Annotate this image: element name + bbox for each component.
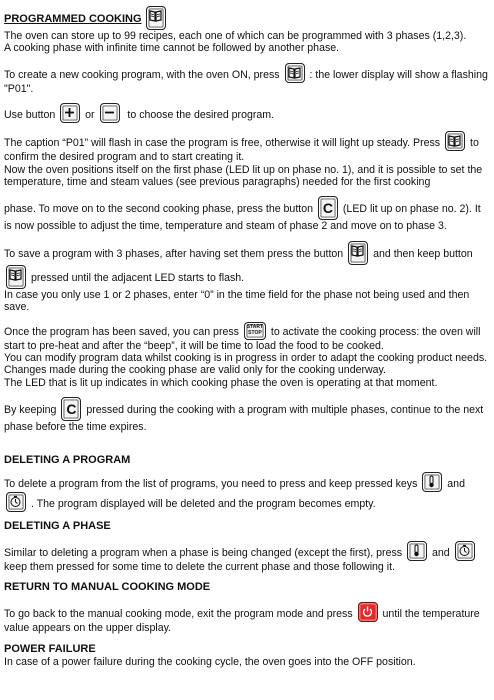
program-book-icon [348,241,368,265]
once-text-a: Once the program has been saved, you can press [4,325,239,338]
manual-page [4,6,491,668]
save-text-d: pressed until the adjacent LED starts to flash. [30,271,245,284]
delete-phase-and: and [431,546,450,559]
program-book-icon [6,265,26,289]
once-text-b: to activate the cooking process: the oven will start to pre-heat and after the “beep”, it will be time to load the food to be cooked. [4,325,481,352]
manual-title: RETURN TO MANUAL COOKING MODE [4,581,211,594]
save-text-c: button [443,247,473,260]
led-text: The LED that is lit up indicates in which cooking phase the oven is operating at that moment. [4,376,438,389]
power-title: POWER FAILURE [4,642,96,655]
save-text-b: and then keep [373,247,441,260]
create-text-a: To create a new cooking program, with the oven ON, press [4,68,280,81]
save-paragraph [4,241,491,289]
delete-phase-text-b: keep them pressed for some time to delete the current phase and those following it. [4,560,396,573]
c-letter: C [322,200,334,217]
keeping-text-a: By keeping [4,404,57,417]
programmed-title-row [4,6,491,30]
manual-text-a: To go back to the manual cooking mode, exit the program mode and press [4,608,353,621]
modify-text: You can modify program data whilst cooking is in progress in order to adapt the cooking product needs. [4,352,488,365]
delete-program-title: DELETING A PROGRAM [4,453,131,466]
once-paragraph [4,322,491,352]
thermometer-icon [422,472,442,492]
manual-paragraph [4,602,491,634]
move-text-a: phase. To move on to the second cooking phase, press the button [4,203,313,216]
c-phase-icon [61,397,81,421]
intro-text-2: A cooking phase with infinite time cannot be followed by another phase. [4,42,340,55]
keeping-text-b: pressed during the cooking with a program with multiple phases, continue to the next phase before the time expires. [4,404,484,434]
move-paragraph [4,196,491,232]
delete-phase-text-a: Similar to deleting a program when a phase is being changed (except the first), press [4,546,403,559]
program-book-icon [445,131,465,151]
create-text-b: : the lower display will show a flashing "P01". [4,68,488,95]
caption-paragraph [4,131,491,163]
intro-text-1: The oven can store up to 99 recipes, each one of which can be programmed with 3 phases (1,2,3). [4,30,467,42]
power-text: In case of a power failure during the cooking cycle, the oven goes into the OFF position. [4,655,416,668]
move-text-b: (LED lit up on phase no. 2). It is now possible to adjust the time, temperature and steam of phase 2 and move on to phase 3. [4,203,481,233]
use-paragraph [4,103,491,123]
plus-icon [60,103,80,123]
delete-program-and: and [447,477,465,490]
delete-phase-paragraph [4,541,491,573]
timer-icon [6,492,26,512]
phase-text: Now the oven positions itself on the first phase (LED lit up on phase no. 1), and it is possible to set the temperature, time and steam values (see previous paragraphs) needed for the first cooking [4,163,483,189]
use-text-a: Use button [4,109,56,122]
thermometer-icon [407,541,427,561]
start-stop-icon [244,322,266,340]
keeping-paragraph [4,397,491,433]
use-text-b: to choose the desired program. [127,109,275,122]
start-label: START [246,323,264,330]
programmed-title: PROGRAMMED COOKING [4,13,142,25]
save-text-e: In case you only use 1 or 2 phases, enter “0” in the time field for the phase not being used and then save. [4,288,470,314]
c-phase-icon [318,196,338,220]
create-paragraph [4,63,491,95]
use-or-text: or [85,109,95,122]
delete-program-text-a: To delete a program from the list of programs, you need to press and keep pressed keys [4,477,418,490]
c-letter: C [66,401,77,418]
power-icon [358,602,378,622]
save-text-a: To save a program with 3 phases, after having set them press the button [4,247,344,260]
program-book-icon [146,6,166,30]
stop-label: STOP [248,329,262,336]
caption-text-b: to confirm the desired program and to start creating it. [4,137,479,164]
timer-icon [455,541,475,561]
manual-text-b: until the temperature value appears on the upper display. [4,608,480,635]
delete-program-text-b: . The program displayed will be deleted and the program becomes empty. [30,497,376,510]
delete-phase-title: DELETING A PHASE [4,519,111,532]
minus-icon [100,103,120,123]
caption-text-a: The caption “P01” will flash in case the program is free, otherwise it will light up steady. Press [4,137,441,150]
program-book-icon [285,63,305,83]
changes-text: Changes made during the cooking phase are valid only for the cooking underway. [4,364,387,377]
delete-program-paragraph [4,472,491,512]
